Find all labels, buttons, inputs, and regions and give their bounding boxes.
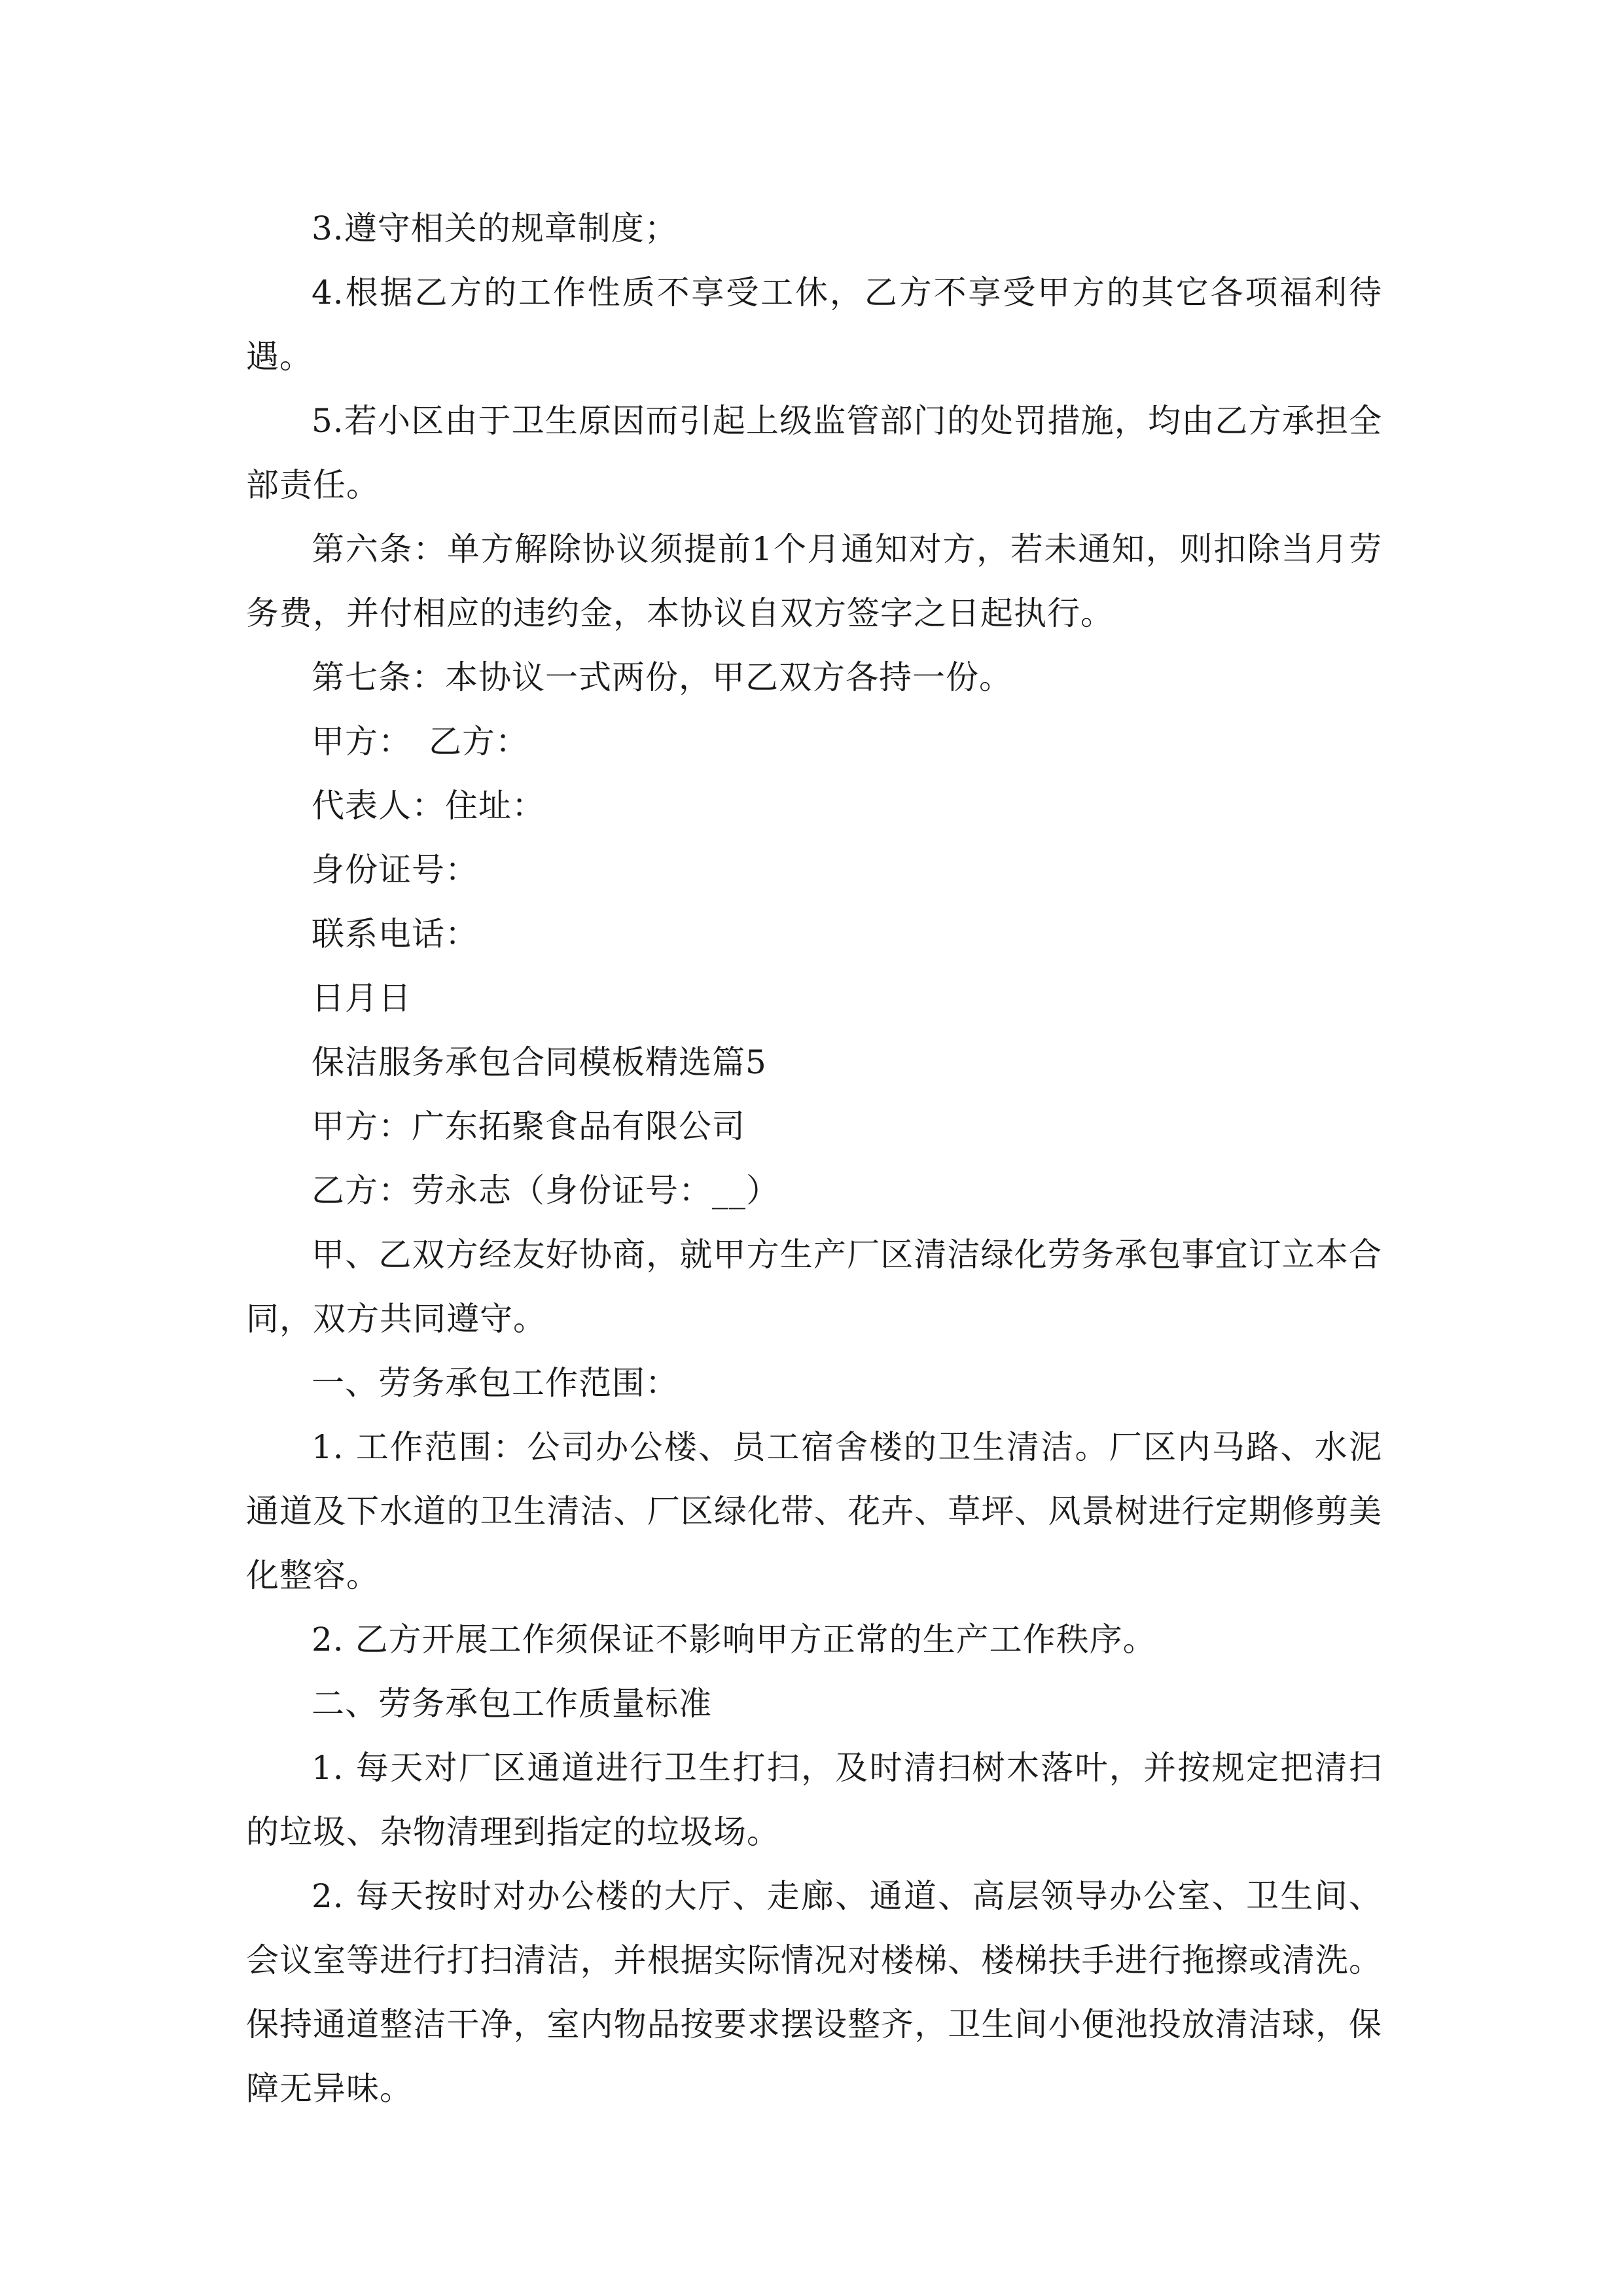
document-body [246,196,1382,2121]
paragraph-article-7: 第七条：本协议一式两份，甲乙双方各持一份。 [312,658,1012,696]
signature-date: 日月日 [312,979,412,1017]
quality-item-2: 2. 每天按时对办公楼的大厅、走廊、通道、高层领导办公室、卫生间、会议室等进行打扫清洁，并根据实际情况对楼梯、楼梯扶手进行拖擦或清洗。保持通道整洁干净，室内物品按要求摆设整齐，卫生间小便池投放清洁球，保障无异味。 [246,1877,1382,2108]
scope-item-2: 2. 乙方开展工作须保证不影响甲方正常的生产工作秩序。 [312,1621,1156,1659]
heading-quality: 二、劳务承包工作质量标准 [312,1685,712,1723]
scope-item-1: 1. 工作范围：公司办公楼、员工宿舍楼的卫生清洁。厂区内马路、水泥通道及下水道的卫生清洁、厂区绿化带、花卉、草坪、风景树进行定期修剪美化整容。 [246,1428,1382,1594]
heading-scope: 一、劳务承包工作范围： [312,1364,679,1402]
party-b: 乙方：劳永志（身份证号：__） [312,1172,779,1210]
paragraph-rule-5: 5.若小区由于卫生原因而引起上级监管部门的处罚措施，均由乙方承担全部责任。 [246,402,1382,504]
paragraph-article-6: 第六条：单方解除协议须提前1个月通知对方，若未通知，则扣除当月劳务费，并付相应的违约金，本协议自双方签字之日起执行。 [246,530,1382,632]
section-title: 保洁服务承包合同模板精选篇5 [312,1043,767,1081]
signature-parties: 甲方： 乙方： [312,723,529,761]
signature-representative: 代表人：住址： [312,787,545,825]
signature-phone: 联系电话： [312,915,478,953]
paragraph-rule-4: 4.根据乙方的工作性质不享受工休，乙方不享受甲方的其它各项福利待遇。 [246,274,1382,376]
quality-item-1: 1. 每天对厂区通道进行卫生打扫，及时清扫树木落叶，并按规定把清扫的垃圾、杂物清理到指定的垃圾场。 [246,1749,1382,1851]
party-a: 甲方：广东拓聚食品有限公司 [312,1107,745,1145]
paragraph-intro: 甲、乙双方经友好协商，就甲方生产厂区清洁绿化劳务承包事宜订立本合同，双方共同遵守。 [246,1236,1382,1338]
paragraph-rule-3: 3.遵守相关的规章制度； [312,209,678,247]
signature-id-number: 身份证号： [312,851,478,889]
